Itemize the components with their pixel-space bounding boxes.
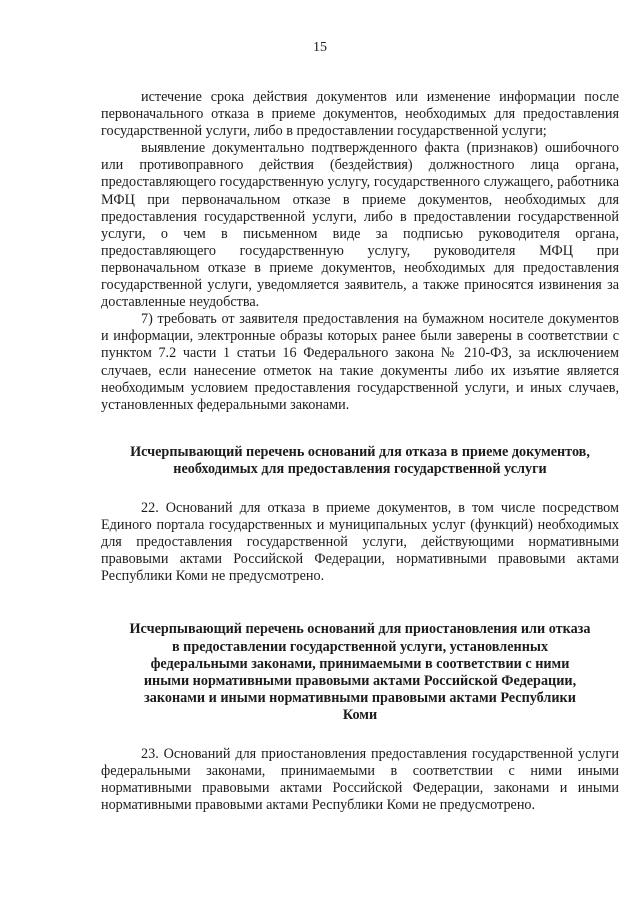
- paragraph-22: 22. Оснований для отказа в приеме документов, в том числе посредством Единого портала государственных и муниципальных услуг (функций) необходимых для предоставления государственной услуги, действующими нормативными правовыми актами Российской Федерации, нормативными правовыми актами Республики Коми не предусмотрено.: [101, 499, 619, 585]
- section-heading-refusal-documents: Исчерпывающий перечень оснований для отказа в приеме документов, необходимых для предоставления государственной услуги: [130, 443, 590, 477]
- section-heading-suspension: Исчерпывающий перечень оснований для приостановления или отказа в предоставлении государственной услуги, установленных федеральными законами, принимаемыми в соответствии с ними иными нормативными правовыми актами Российской Федерации, законами и иными нормативными правовыми актами Республики Коми: [129, 621, 591, 723]
- page-number: 15: [313, 40, 327, 55]
- paragraph-item-7: 7) требовать от заявителя предоставления на бумажном носителе документов и информации, электронные образы которых ранее были заверены в соответствии с пунктом 7.2 части 1 статьи 16 Федерального закона № 210-ФЗ, за исключением случаев, если нанесение отметок на такие документы либо их изъятие является необходимым условием предоставления государственной услуги, и иных случаев, установленных федеральными законами.: [101, 311, 619, 413]
- paragraph-error-detection: выявление документально подтвержденного факта (признаков) ошибочного или противоправного действия (бездействия) должностного лица органа, предоставляющего государственную услугу, государственного служащего, работника МФЦ при первоначальном отказе в приеме документов, необходимых для предоставления государственной услуги, либо в предоставлении государственной услуги, о чем в письменном виде за подписью руководителя органа, предоставляющего государственную услугу, руководителя МФЦ при первоначальном отказе в приеме документов, необходимых для предоставления государственной услуги, уведомляется заявитель, а также приносятся извинения за доставленные неудобства.: [101, 140, 619, 311]
- page-content: [101, 89, 619, 814]
- paragraph-23: 23. Оснований для приостановления предоставления государственной услуги федеральными законами, принимаемыми в соответствии с ними иными нормативными правовыми актами Российской Федерации, законами и иными нормативными правовыми актами Республики Коми не предусмотрено.: [101, 746, 619, 814]
- paragraph-expiry: истечение срока действия документов или изменение информации после первоначального отказа в приеме документов, необходимых для предоставления государственной услуги, либо в предоставлении государственной услуги;: [101, 89, 619, 140]
